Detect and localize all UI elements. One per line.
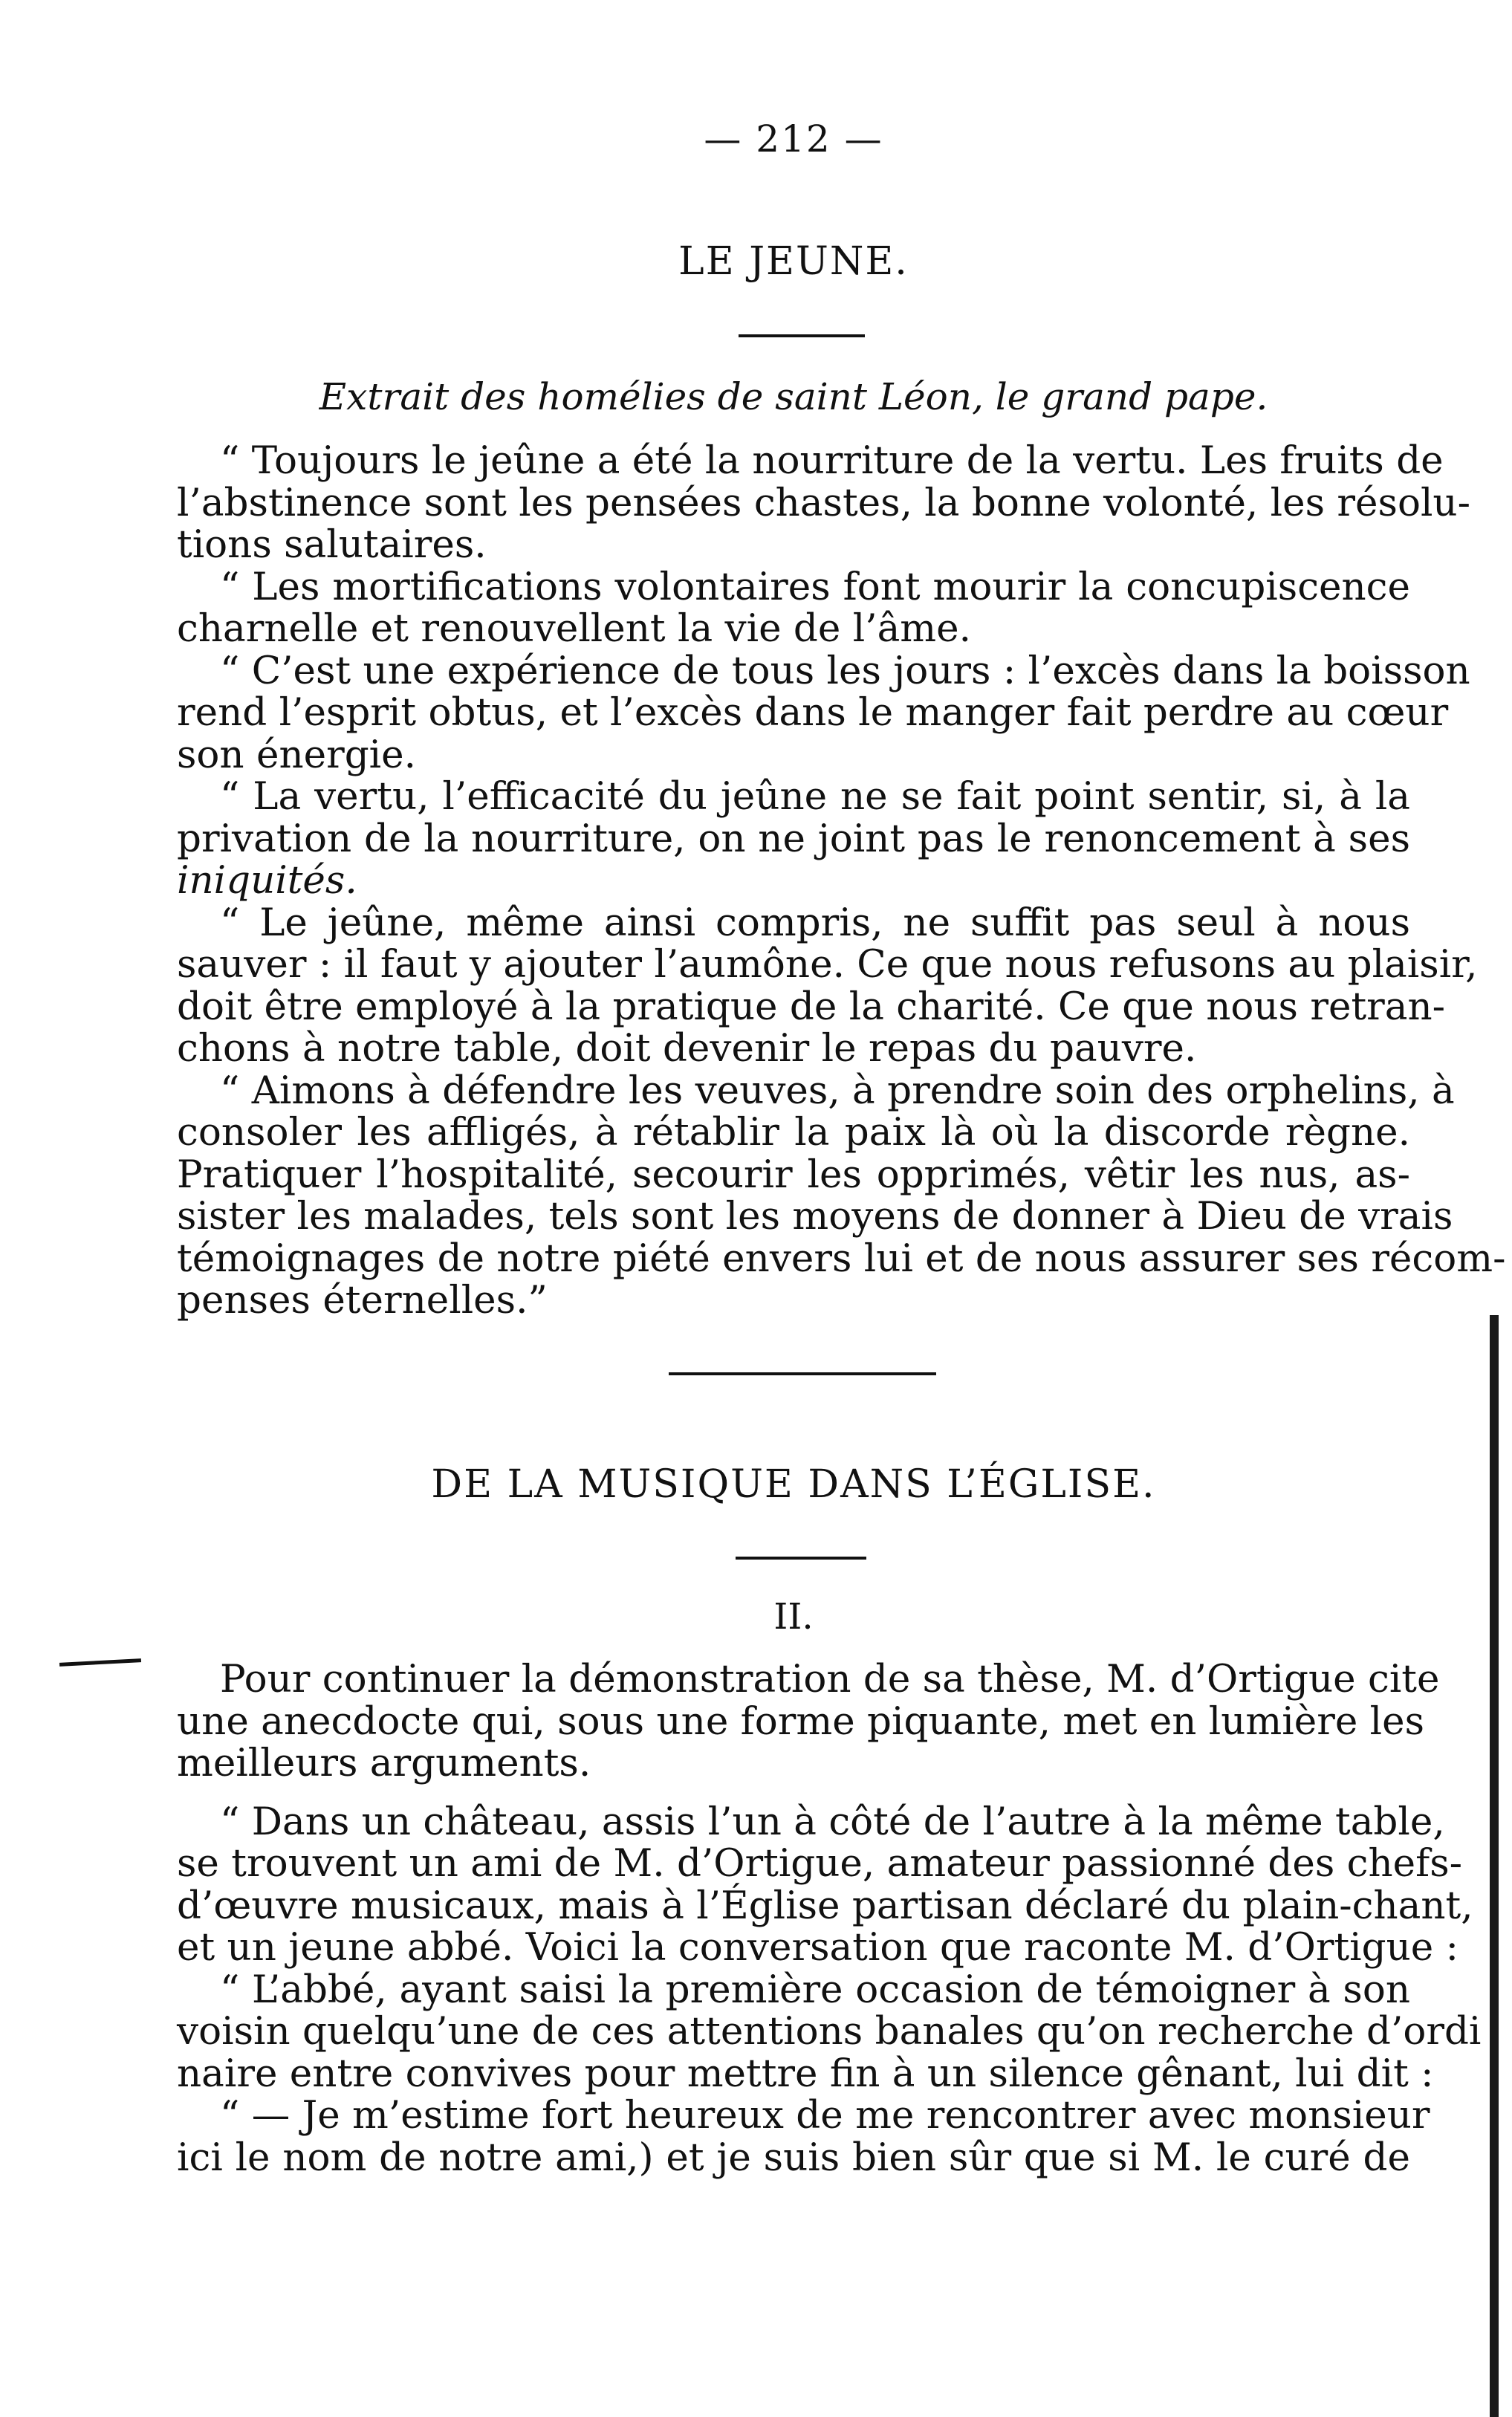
- text-line: se trouvent un ami de M. d’Ortigue, amateur passionné des chefs-: [177, 1841, 1463, 1886]
- text-line: témoignages de notre piété envers lui et de nous assurer ses récom-: [177, 1236, 1506, 1281]
- text-line: l’abstinence sont les pensées chastes, la bonne volonté, les résolu-: [177, 480, 1470, 525]
- text-line: naire entre convives pour mettre fin à un silence gênant, lui dit :: [177, 2051, 1434, 2096]
- text-line: meilleurs arguments.: [177, 1741, 591, 1785]
- text-line: “ Dans un château, assis l’un à côté de l’autre à la même table,: [220, 1799, 1445, 1844]
- page-edge-shadow: [1490, 1315, 1499, 2417]
- body-text-le-jeune: [177, 438, 1506, 1323]
- text-line: tions salutaires.: [177, 522, 487, 567]
- margin-mark: [59, 1658, 141, 1667]
- text-line: rend l’esprit obtus, et l’excès dans le manger fait perdre au cœur: [177, 690, 1449, 735]
- text-line: ici le nom de notre ami,) et je suis bien sûr que si M. le curé de: [177, 2135, 1410, 2180]
- text-line: d’œuvre musicaux, mais à l’Église partisan déclaré du plain-chant,: [177, 1883, 1473, 1928]
- text-line: son énergie.: [177, 732, 417, 777]
- text-line: sauver : il faut y ajouter l’aumône. Ce que nous refusons au plaisir,: [177, 942, 1478, 987]
- text-line: voisin quelqu’une de ces attentions banales qu’on recherche d’ordi: [177, 2009, 1482, 2054]
- text-line: privation de la nourriture, on ne joint pas le renoncement à ses: [177, 816, 1410, 861]
- text-line: une anecdocte qui, sous une forme piquante, met en lumière les: [177, 1699, 1425, 1744]
- text-line: chons à notre table, doit devenir le repas du pauvre.: [177, 1026, 1197, 1071]
- text-line: “ — Je m’estime fort heureux de me rencontrer avec monsieur: [220, 2093, 1430, 2138]
- text-line: “ La vertu, l’efficacité du jeûne ne se fait point sentir, si, à la: [220, 774, 1410, 819]
- text-line: iniquités.: [177, 858, 357, 903]
- text-line: “ Aimons à défendre les veuves, à prendre soin des orphelins, à: [220, 1068, 1455, 1113]
- text-line: penses éternelles.”: [177, 1278, 548, 1323]
- text-line: “ L’abbé, ayant saisi la première occasion de témoigner à son: [220, 1967, 1410, 2012]
- text-line: charnelle et renouvellent la vie de l’âme.: [177, 606, 971, 651]
- section-divider-rule: [669, 1372, 936, 1375]
- text-line: sister les malades, tels sont les moyens de donner à Dieu de vrais: [177, 1194, 1453, 1239]
- section-subtitle: Extrait des homélies de saint Léon, le grand pape.: [319, 375, 1268, 418]
- text-line: doit être employé à la pratique de la charité. Ce que nous retran-: [177, 984, 1446, 1029]
- text-line: consoler les affligés, à rétablir la paix là où la discorde règne.: [177, 1110, 1410, 1155]
- part-number: II.: [773, 1596, 814, 1638]
- section-title-musique: DE LA MUSIQUE DANS L’ÉGLISE.: [431, 1462, 1156, 1507]
- text-line: Pour continuer la démonstration de sa thèse, M. d’Ortigue cite: [220, 1657, 1440, 1701]
- text-line: “ Toujours le jeûne a été la nourriture de la vertu. Les fruits de: [220, 438, 1444, 483]
- title-rule: [736, 1557, 866, 1560]
- text-line: et un jeune abbé. Voici la conversation que raconte M. d’Ortigue :: [177, 1925, 1459, 1970]
- body-text-musique: [177, 1657, 1482, 2180]
- text-line: Pratiquer l’hospitalité, secourir les opprimés, vêtir les nus, as-: [177, 1152, 1410, 1197]
- text-line: “ Les mortifications volontaires font mourir la concupiscence: [220, 564, 1410, 609]
- text-line: “ Le jeûne, même ainsi compris, ne suffit pas seul à nous: [220, 900, 1410, 945]
- page-number: — 212 —: [704, 117, 883, 160]
- section-title-le-jeune: LE JEUNE.: [678, 239, 909, 284]
- title-rule: [739, 334, 865, 337]
- text-line: “ C’est une expérience de tous les jours : l’excès dans la boisson: [220, 648, 1470, 693]
